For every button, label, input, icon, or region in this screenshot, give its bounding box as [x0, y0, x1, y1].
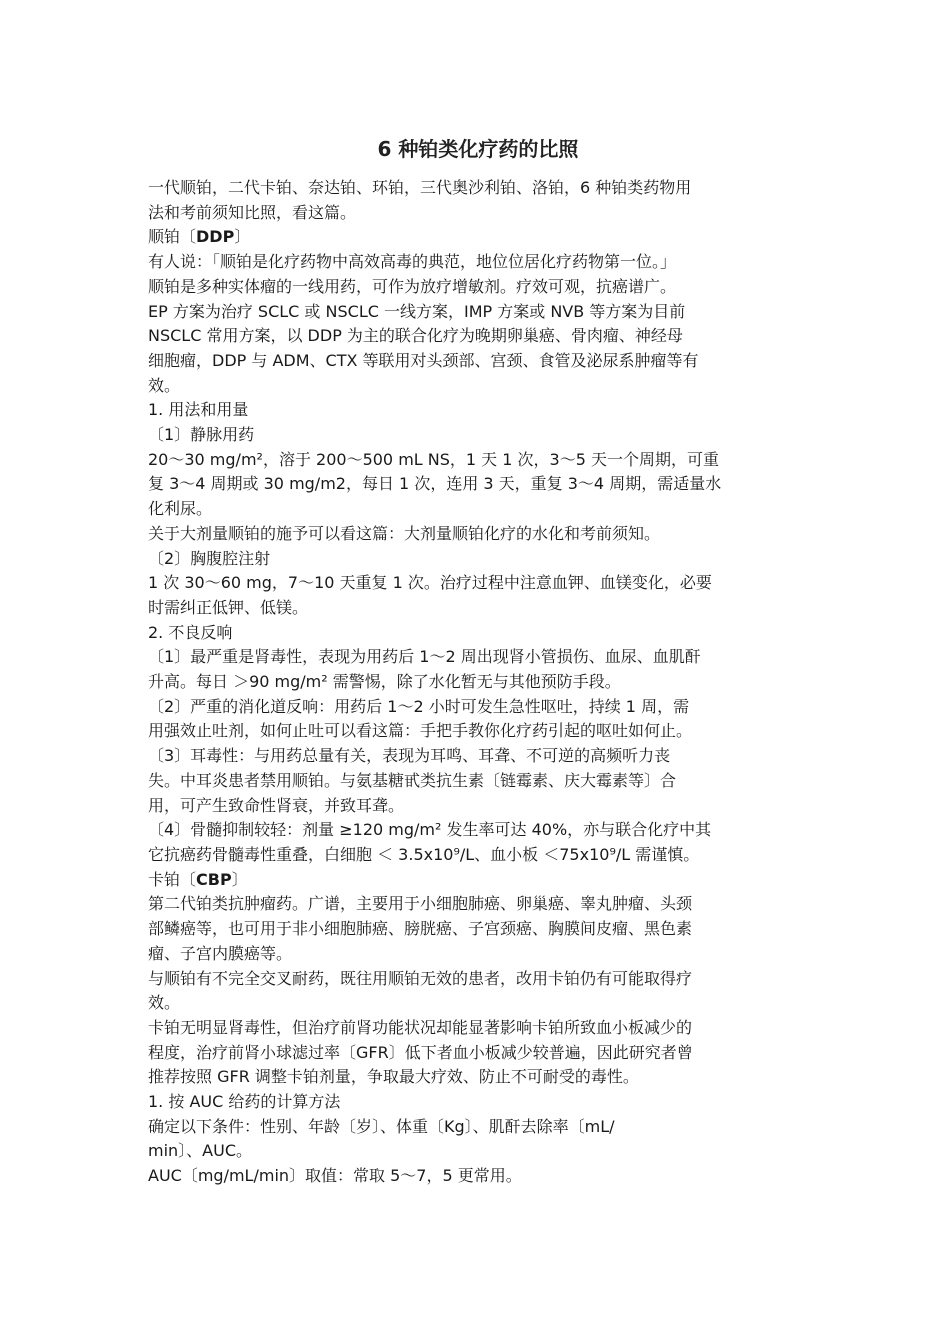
body-line: 效。 — [148, 375, 181, 395]
section-heading-ddp: 顺铂〔DDP〕 — [148, 227, 251, 247]
body-line: 用强效止吐剂，如何止吐可以看这篇：手把手教你化疗药引起的呕吐如何止。 — [148, 721, 693, 741]
section-heading-cbp: 卡铂〔CBP〕 — [148, 869, 248, 889]
body-line: 第二代铂类抗肿瘤药。广谱，主要用于小细胞肺癌、卵巢癌、睾丸肿瘤、头颈 — [148, 894, 693, 914]
body-line: 化利尿。 — [148, 499, 213, 519]
body-line: 程度，治疗前肾小球滤过率〔GFR〕低下者血小板减少较普遍，因此研究者曾 — [148, 1042, 693, 1062]
body-line: 卡铂无明显肾毒性，但治疗前肾功能状况却能显著影响卡铂所致血小板减少的 — [148, 1017, 693, 1037]
body-line: 复 3～4 周期或 30 mg/m2，每日 1 次，连用 3 天，重复 3～4 周期，需适量水 — [148, 474, 722, 494]
body-line: AUC〔mg/mL/min〕取值：常取 5～7，5 更常用。 — [148, 1166, 522, 1186]
body-line: 一代顺铂，二代卡铂、奈达铂、环铂，三代奥沙利铂、洛铂，6 种铂类药物用 — [148, 178, 692, 197]
body-line: 时需纠正低钾、低镁。 — [148, 597, 309, 617]
body-line: 推荐按照 GFR 调整卡铂剂量，争取最大疗效、防止不可耐受的毒性。 — [148, 1067, 639, 1087]
body-line: 失。中耳炎患者禁用顺铂。与氨基糖甙类抗生素〔链霉素、庆大霉素等〕合 — [148, 770, 677, 790]
body-line: 顺铂是多种实体瘤的一线用药，可作为放疗增敏剂。疗效可观，抗癌谱广。 — [148, 276, 677, 296]
body-line: min〕、AUC。 — [148, 1141, 253, 1161]
body-line: 1 次 30～60 mg，7～10 天重复 1 次。治疗过程中注意血钾、血镁变化，必要 — [148, 573, 712, 593]
body-line: 关于大剂量顺铂的施予可以看这篇：大剂量顺铂化疗的水化和考前须知。 — [148, 523, 661, 543]
subheading-intracavitary: 〔2〕胸腹腔注射 — [148, 548, 271, 568]
body-line: 法和考前须知比照，看这篇。 — [148, 202, 357, 222]
document-title: 6 种铂类化疗药的比照 — [377, 137, 579, 161]
subheading-usage: 1. 用法和用量 — [148, 400, 249, 420]
subheading-adverse: 2. 不良反响 — [148, 622, 233, 642]
body-line: 确定以下条件：性别、年龄〔岁〕、体重〔Kg〕、肌酐去除率〔mL/ — [148, 1116, 615, 1136]
body-line: 与顺铂有不完全交叉耐药，既往用顺铂无效的患者，改用卡铂仍有可能取得疗 — [148, 968, 693, 988]
body-line: 部鳞癌等，也可用于非小细胞肺癌、膀胱癌、子宫颈癌、胸膜间皮瘤、黑色素 — [148, 919, 693, 939]
subheading-auc: 1. 按 AUC 给药的计算方法 — [148, 1092, 341, 1112]
body-line: 〔1〕最严重是肾毒性，表现为用药后 1～2 周出现肾小管损伤、血尿、血肌酐 — [148, 647, 701, 667]
body-line: 效。 — [148, 993, 181, 1013]
body-line: 有人说：「顺铂是化疗药物中高效高毒的典范，地位位居化疗药物第一位。」 — [148, 252, 677, 272]
body-line: 〔3〕耳毒性：与用药总量有关，表现为耳鸣、耳聋、不可逆的高频听力丧 — [148, 746, 671, 766]
body-line: NSCLC 常用方案，以 DDP 为主的联合化疗为晚期卵巢癌、骨肉瘤、神经母 — [148, 326, 683, 346]
subheading-iv: 〔1〕静脉用药 — [148, 425, 255, 445]
document-page — [148, 136, 808, 1189]
body-line: 它抗癌药骨髓毒性重叠，白细胞 ＜ 3.5x10⁹/L、血小板 ＜75x10⁹/L 需谨慎。 — [148, 844, 700, 864]
body-line: 用，可产生致命性肾衰，并致耳聋。 — [148, 795, 405, 815]
body-line: 20～30 mg/m²，溶于 200～500 mL NS，1 天 1 次，3～5 天一个周期，可重 — [148, 449, 719, 469]
body-line: 〔2〕严重的消化道反响：用药后 1～2 小时可发生急性呕吐，持续 1 周，需 — [148, 696, 690, 716]
body-line: 细胞瘤，DDP 与 ADM、CTX 等联用对头颈部、宫颈、食管及泌尿系肿瘤等有 — [148, 350, 699, 370]
body-line: EP 方案为治疗 SCLC 或 NSCLC 一线方案，IMP 方案或 NVB 等方案为目前 — [148, 301, 686, 321]
body-line: 升高。每日 ＞90 mg/m² 需警惕，除了水化暂无与其他预防手段。 — [148, 672, 621, 692]
body-line: 〔4〕骨髓抑制较轻：剂量 ≥120 mg/m² 发生率可达 40%，亦与联合化疗中其 — [148, 820, 712, 840]
document-body — [148, 176, 808, 1189]
body-line: 瘤、子宫内膜癌等。 — [148, 943, 293, 963]
